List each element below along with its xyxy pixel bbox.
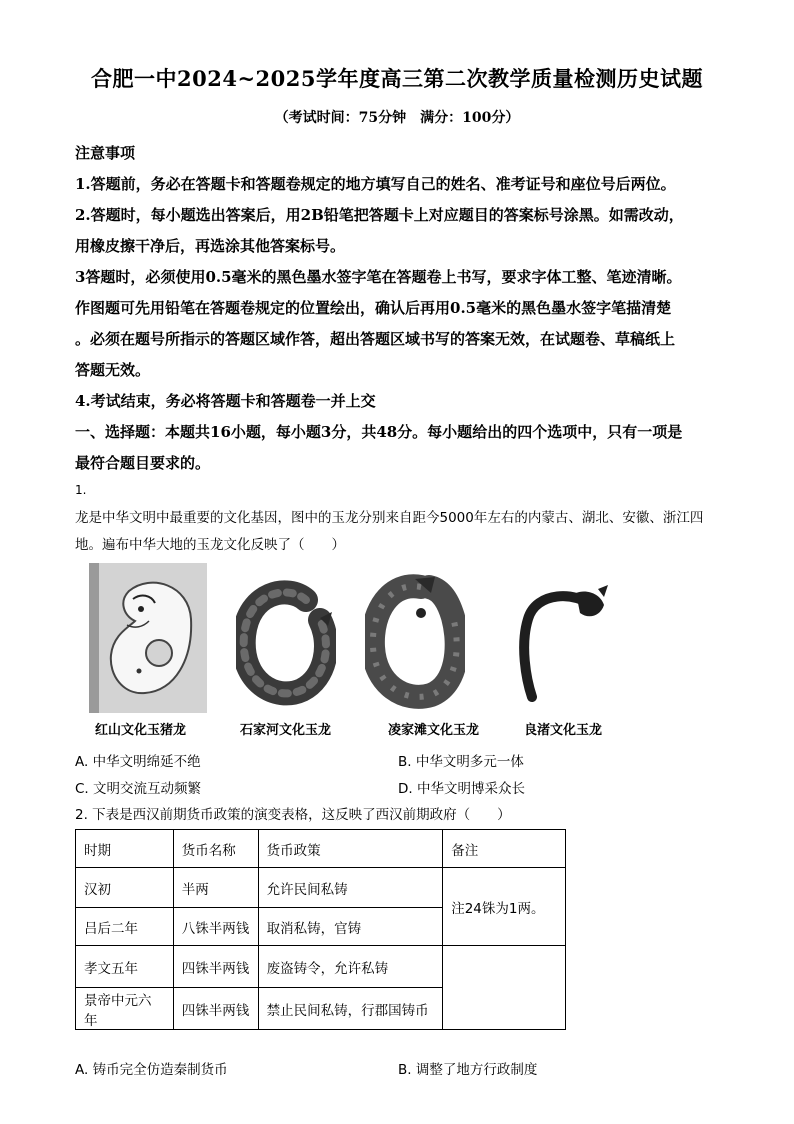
section-heading: 一、选择题：本题共16小题，每小题3分，共48分。每小题给出的四个选项中，只有一项是 — [75, 423, 683, 441]
note-line: 1.答题前，务必在答题卡和答题卷规定的地方填写自己的姓名、准考证号和座位号后两位。 — [75, 175, 676, 193]
table-cell: 半两 — [173, 868, 258, 908]
note-line: 4.考试结束，务必将答题卡和答题卷一并上交 — [75, 392, 376, 410]
table-header-row — [76, 830, 566, 868]
question-stem-cont: 地。遍布中华大地的玉龙文化反映了（ ） — [75, 537, 345, 553]
image-caption: 石家河文化玉龙 — [240, 723, 332, 738]
note-line: 2.答题时，每小题选出答案后，用2B铅笔把答题卡上对应题目的答案标号涂黑。如需改动， — [75, 206, 684, 224]
table-cell: 汉初 — [76, 868, 174, 908]
option-b[interactable]: B. 中华文明多元一体 — [398, 754, 524, 770]
image-caption: 凌家滩文化玉龙 — [388, 723, 480, 738]
table-note-empty — [443, 946, 566, 1030]
question-number: 1. — [75, 483, 87, 497]
table-cell: 景帝中元六年 — [76, 988, 174, 1030]
note-line: 3答题时，必须使用0.5毫米的黑色墨水签字笔在答题卷上书写，要求字体工整、笔迹清晰。 — [75, 268, 682, 286]
table-cell: 禁止民间私铸，行郡国铸币 — [258, 988, 443, 1030]
option-c[interactable]: C. 文明交流互动频繁 — [75, 781, 202, 797]
table-header: 时期 — [76, 830, 174, 868]
note-line: 作图题可先用铅笔在答题卷规定的位置绘出，确认后再用0.5毫米的黑色墨水签字笔描清楚 — [75, 299, 672, 317]
jade-shijiahe-dragon-image — [236, 578, 336, 706]
note-line: 用橡皮擦干净后，再选涂其他答案标号。 — [75, 237, 346, 255]
option-d[interactable]: D. 中华文明博采众长 — [398, 781, 525, 797]
table-header: 备注 — [443, 830, 566, 868]
table-row — [76, 868, 566, 908]
image-caption: 红山文化玉猪龙 — [95, 723, 187, 738]
table-note: 注24铢为1两。 — [443, 868, 566, 946]
table-cell: 取消私铸，官铸 — [258, 908, 443, 946]
table-cell: 废盗铸令，允许私铸 — [258, 946, 443, 988]
table-cell: 允许民间私铸 — [258, 868, 443, 908]
table-cell: 吕后二年 — [76, 908, 174, 946]
table-row — [76, 946, 566, 988]
image-caption: 良渚文化玉龙 — [524, 723, 603, 738]
exam-subtitle: （考试时间：75分钟 满分：100分） — [274, 110, 520, 126]
option-b[interactable]: B. 调整了地方行政制度 — [398, 1062, 538, 1078]
exam-title: 合肥一中2024~2025学年度高三第二次教学质量检测历史试题 — [91, 66, 703, 91]
note-line: 答题无效。 — [75, 361, 151, 379]
table-cell: 四铢半两钱 — [173, 988, 258, 1030]
currency-policy-table — [75, 829, 566, 1030]
table-cell: 八铢半两钱 — [173, 908, 258, 946]
option-a[interactable]: A. 铸币完全仿造秦制货币 — [75, 1062, 228, 1078]
table-header: 货币政策 — [258, 830, 443, 868]
jade-pig-dragon-image — [89, 563, 207, 713]
notes-heading: 注意事项 — [75, 144, 136, 162]
option-a[interactable]: A. 中华文明绵延不绝 — [75, 754, 201, 770]
table-header: 货币名称 — [173, 830, 258, 868]
section-heading-cont: 最符合题目要求的。 — [75, 454, 211, 472]
table-cell: 孝文五年 — [76, 946, 174, 988]
jade-liangzhu-dragon-image — [510, 583, 610, 707]
note-line: 。必须在题号所指示的答题区域作答，超出答题区域书写的答案无效，在试题卷、草稿纸上 — [75, 330, 676, 348]
jade-lingjiatan-dragon-image — [365, 571, 465, 709]
question-stem: 龙是中华文明中最重要的文化基因，图中的玉龙分别来自距今5000年左右的内蒙古、湖北、安徽、浙江四 — [75, 510, 704, 526]
question-stem: 2. 下表是西汉前期货币政策的演变表格，这反映了西汉前期政府（ ） — [75, 807, 511, 823]
table-cell: 四铢半两钱 — [173, 946, 258, 988]
